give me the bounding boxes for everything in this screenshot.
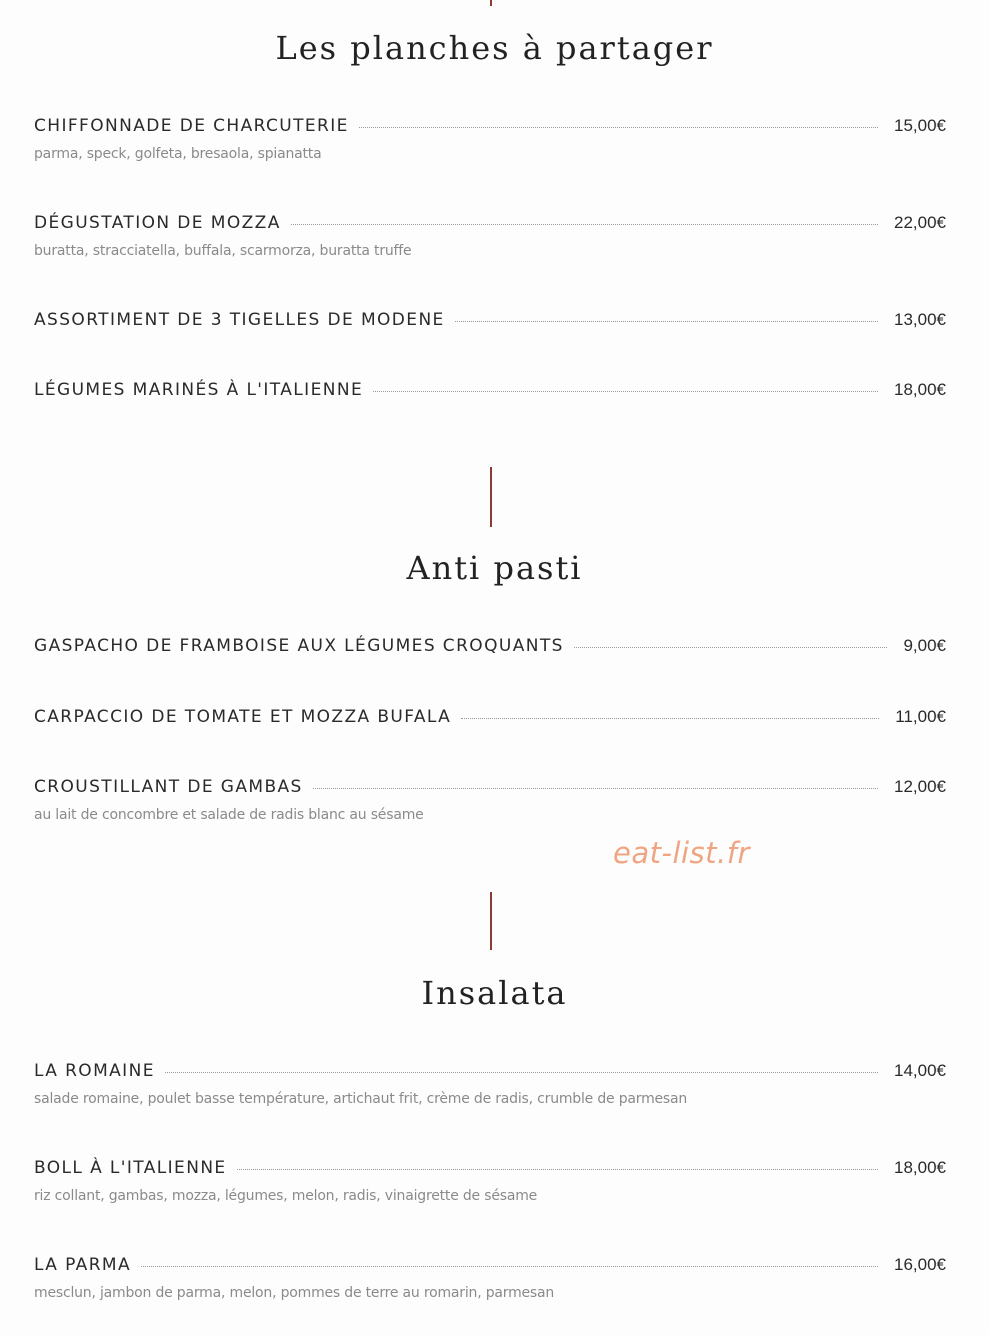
menu-item-price: 18,00€ — [894, 380, 946, 399]
menu-item-price: 16,00€ — [894, 1255, 946, 1274]
menu-item-description: mesclun, jambon de parma, melon, pommes de terre au romarin, parmesan — [34, 1285, 555, 1301]
menu-item-description: riz collant, gambas, mozza, légumes, melon, radis, vinaigrette de sésame — [34, 1188, 538, 1204]
menu-item-price: 13,00€ — [894, 310, 946, 329]
menu-item-name: DÉGUSTATION DE MOZZA — [34, 213, 281, 233]
dot-leader — [291, 224, 878, 225]
section-title: Insalata — [421, 974, 568, 1012]
menu-item-name: ASSORTIMENT DE 3 TIGELLES DE MODENE — [34, 310, 445, 330]
menu-item-name: LA ROMAINE — [34, 1061, 155, 1081]
dot-leader — [373, 391, 878, 392]
section-title: Anti pasti — [406, 549, 583, 587]
menu-item-description: parma, speck, golfeta, bresaola, spianatta — [34, 146, 322, 162]
menu-item — [34, 380, 946, 404]
menu-item-name: LÉGUMES MARINÉS À L'ITALIENNE — [34, 380, 364, 400]
section-divider — [490, 467, 492, 527]
section-divider — [490, 0, 492, 6]
section-title: Les planches à partager — [275, 29, 714, 67]
dot-leader — [574, 647, 888, 648]
menu-item-description: buratta, stracciatella, buffala, scarmorza, buratta truffe — [34, 243, 412, 259]
dot-leader — [141, 1266, 878, 1267]
menu-item-description: salade romaine, poulet basse température, artichaut frit, crème de radis, crumble de parmesan — [34, 1091, 688, 1107]
menu-item — [34, 310, 946, 334]
dot-leader — [237, 1169, 878, 1170]
menu-item — [34, 116, 946, 162]
menu-item-price: 12,00€ — [894, 777, 946, 796]
menu-item — [34, 1061, 946, 1107]
menu-item-price: 11,00€ — [895, 707, 946, 726]
menu-item-price: 9,00€ — [903, 636, 946, 655]
watermark: eat-list.fr — [613, 836, 750, 870]
menu-item-name: CHIFFONNADE DE CHARCUTERIE — [34, 116, 349, 136]
dot-leader — [455, 321, 878, 322]
menu-item-name: CARPACCIO DE TOMATE ET MOZZA BUFALA — [34, 707, 452, 727]
menu-item — [34, 1255, 946, 1301]
menu-item-description: au lait de concombre et salade de radis blanc au sésame — [34, 807, 424, 823]
dot-leader — [359, 127, 878, 128]
menu-item-name: GASPACHO DE FRAMBOISE AUX LÉGUMES CROQUANTS — [34, 636, 564, 656]
menu-item-name: CROUSTILLANT DE GAMBAS — [34, 777, 303, 797]
section-divider — [490, 892, 492, 950]
menu-item — [34, 636, 946, 660]
dot-leader — [165, 1072, 878, 1073]
menu-item-price: 15,00€ — [894, 116, 946, 135]
menu-item — [34, 1158, 946, 1204]
menu-item-price: 22,00€ — [894, 213, 946, 232]
menu-item — [34, 213, 946, 259]
menu-item-price: 14,00€ — [894, 1061, 946, 1080]
menu-item-name: LA PARMA — [34, 1255, 131, 1275]
menu-item — [34, 707, 946, 731]
dot-leader — [313, 788, 878, 789]
menu-item — [34, 777, 946, 823]
menu-item-price: 18,00€ — [894, 1158, 946, 1177]
menu-item-name: BOLL À L'ITALIENNE — [34, 1158, 227, 1178]
dot-leader — [461, 718, 879, 719]
